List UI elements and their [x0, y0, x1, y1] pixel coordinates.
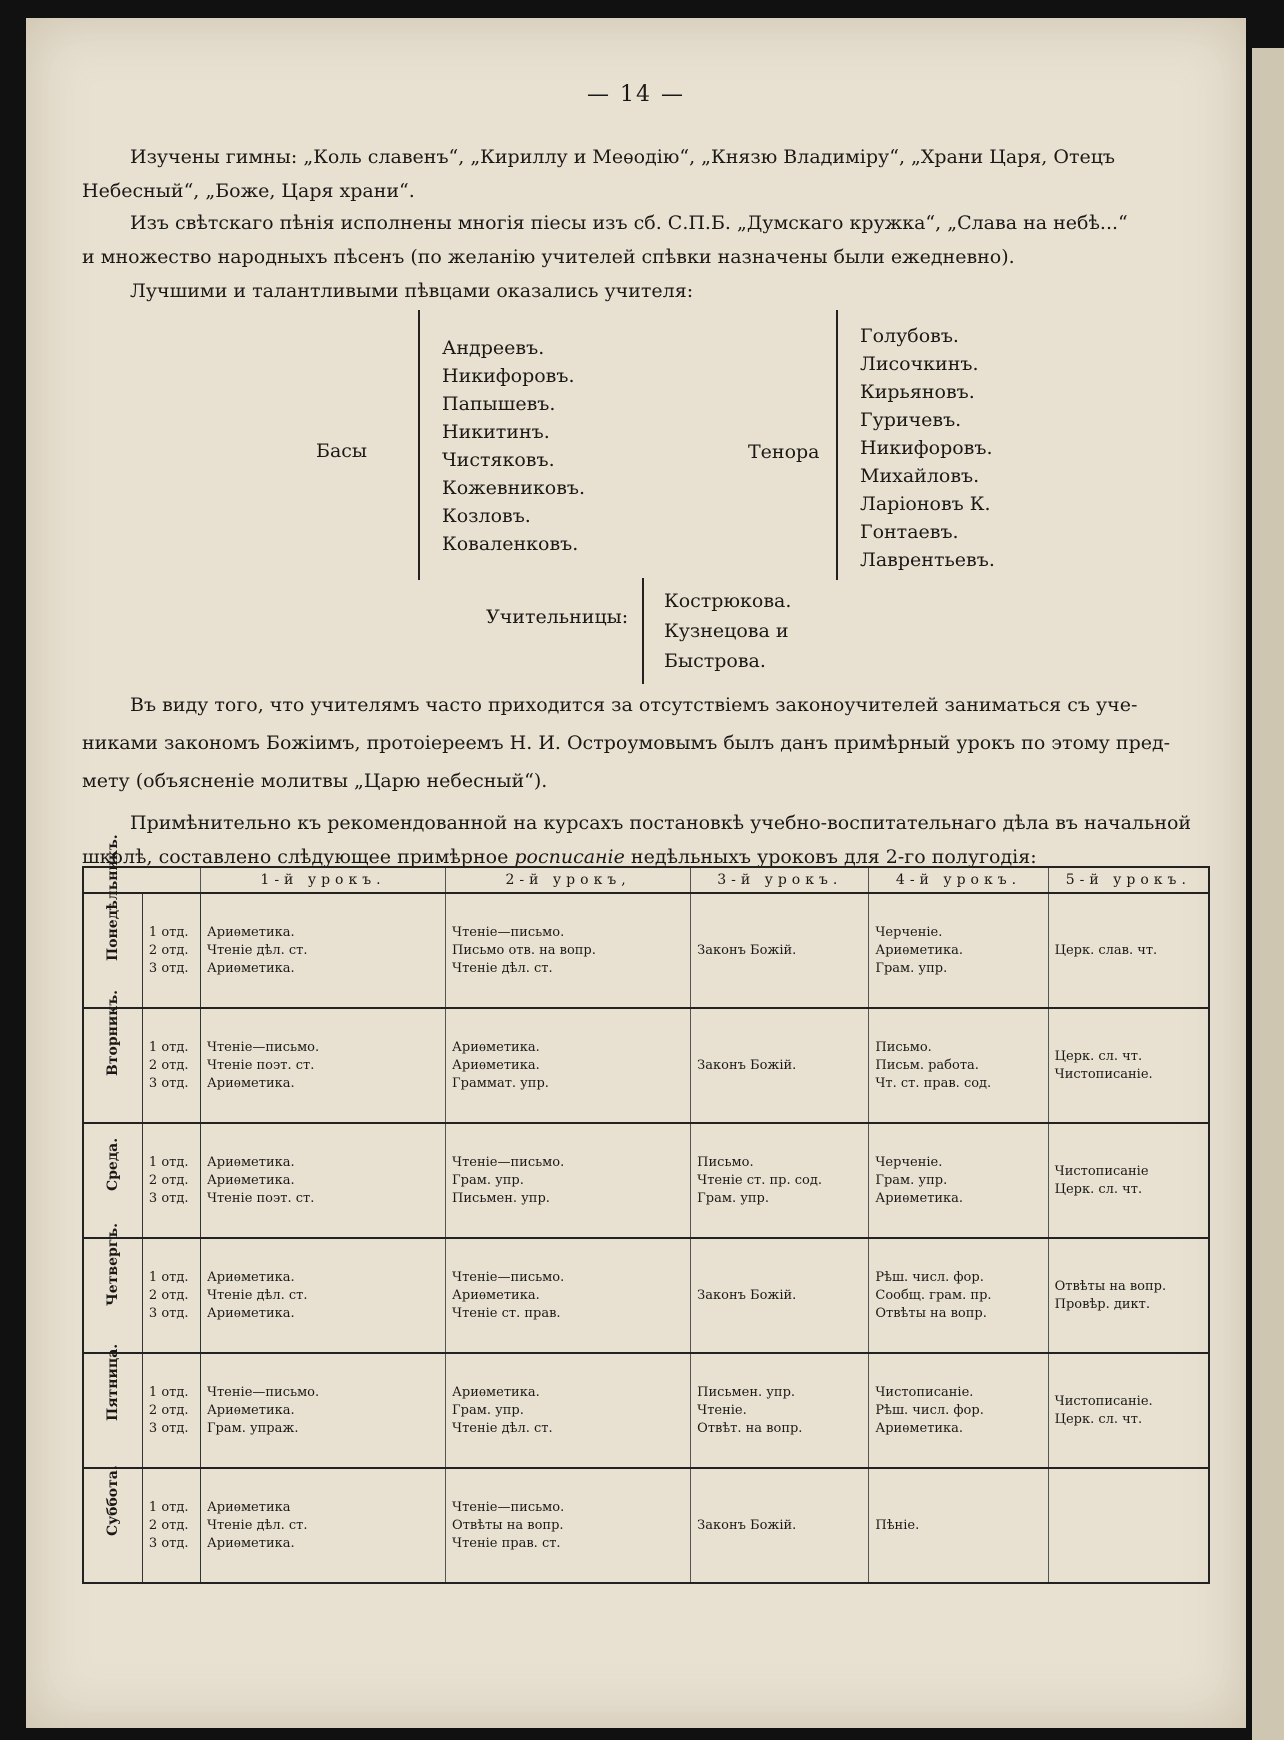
singer-name: Михайловъ. — [860, 465, 980, 487]
lesson-text: Чтеніе. — [697, 1402, 747, 1418]
lesson-text: Церк. слав. чт. — [1054, 942, 1158, 958]
singer-name: Никифоровъ. — [442, 365, 575, 387]
day-row — [83, 1008, 1209, 1123]
otd-label: 3 отд. — [148, 1535, 189, 1551]
day-row — [83, 1468, 1209, 1583]
singer-name: Голубовъ. — [860, 325, 959, 347]
lesson-text: Ариѳметика. — [206, 960, 295, 976]
paragraph-line: мету (объясненіе молитвы „Царю небесный“). — [82, 770, 548, 792]
lesson-text: Грам. упр. — [697, 1190, 769, 1206]
singer-name: Коваленковъ. — [442, 533, 579, 555]
lesson-text: Чтеніе поэт. ст. — [206, 1190, 315, 1206]
day-name: Вторникъ. — [104, 989, 121, 1076]
lesson-text: Ариѳметика. — [206, 1402, 295, 1418]
lesson-text: Ариѳметика — [206, 1499, 291, 1515]
lesson-text: Церк. сл. чт. — [1054, 1411, 1143, 1427]
lesson-text: Чтеніе—письмо. — [206, 1039, 320, 1055]
paragraph-line: Изучены гимны: „Коль славенъ“, „Кириллу и Меѳодію“, „Князю Владиміру“, „Храни Царя, Отецъ — [130, 146, 1116, 168]
lesson-cell — [200, 1123, 445, 1238]
otd-cell — [142, 1238, 200, 1353]
lesson-header: 4-й урокъ. — [869, 867, 1048, 893]
lesson-text: Чтеніе поэт. ст. — [206, 1057, 315, 1073]
lesson-text: Отвѣт. на вопр. — [697, 1420, 803, 1436]
singer-name: Кирьяновъ. — [860, 381, 975, 403]
lesson-header: 2-й урокъ, — [446, 867, 691, 893]
lesson-cell — [446, 1123, 691, 1238]
paragraph-line: никами закономъ Божіимъ, протоіереемъ Н. И. Остроумовымъ былъ данъ примѣрный урокъ по этому пред- — [82, 732, 1171, 754]
lesson-text: Чистописаніе. — [1054, 1393, 1153, 1409]
lesson-text: Ариѳметика. — [206, 1535, 295, 1551]
lesson-text: Черченіе. — [875, 1154, 943, 1170]
lesson-text: Законъ Божій. — [697, 1057, 797, 1073]
lesson-text: Ариѳметика. — [452, 1039, 540, 1055]
singer-name: Никифоровъ. — [860, 437, 993, 459]
day-row — [83, 1123, 1209, 1238]
lesson-cell — [446, 1008, 691, 1123]
lesson-cell — [691, 1238, 869, 1353]
paragraph-schedule-intro — [82, 806, 1208, 874]
header-empty — [83, 867, 200, 893]
lesson-cell — [446, 893, 691, 1008]
otd-label: 2 отд. — [148, 1402, 189, 1418]
lesson-cell — [869, 1123, 1048, 1238]
paragraph-line: Изъ свѣтскаго пѣнія исполнены многія піесы изъ сб. С.П.Б. „Думскаго кружка“, „Слава на небѣ...“ — [130, 212, 1128, 234]
lesson-text: Законъ Божій. — [697, 942, 797, 958]
lesson-text: Отвѣты на вопр. — [1054, 1278, 1167, 1294]
lesson-cell — [200, 1353, 445, 1468]
lesson-text: Ариѳметика. — [452, 1057, 540, 1073]
lesson-text: Письмен. упр. — [452, 1190, 550, 1206]
lesson-text: Ариѳметика. — [875, 1190, 964, 1206]
otd-label: 1 отд. — [148, 1154, 189, 1170]
lesson-text: Ариѳметика. — [206, 1172, 295, 1188]
lesson-text: Грам. упр. — [875, 960, 948, 976]
singer-name: Быстрова. — [664, 650, 766, 672]
page-number: — 14 — — [587, 82, 685, 107]
otd-cell — [142, 1468, 200, 1583]
otd-label: 2 отд. — [148, 942, 189, 958]
day-name: Четвергъ. — [104, 1222, 121, 1306]
lesson-cell — [446, 1468, 691, 1583]
lesson-text: Ариѳметика. — [206, 1154, 295, 1170]
lesson-text: Чтеніе прав. ст. — [452, 1535, 561, 1551]
lesson-text: Ариѳметика. — [206, 1305, 295, 1321]
singer-name: Никитинъ. — [442, 421, 550, 443]
lesson-cell — [446, 1238, 691, 1353]
otd-label: 3 отд. — [148, 960, 189, 976]
brace-line — [418, 310, 420, 580]
brace-line — [836, 310, 838, 580]
lesson-cell — [200, 1238, 445, 1353]
lesson-text: Чтеніе дѣл. ст. — [206, 942, 308, 958]
lesson-header: 5-й урокъ. — [1048, 867, 1209, 893]
tenors-list — [860, 322, 995, 574]
lesson-text: Чистописаніе. — [875, 1384, 974, 1400]
day-name-cell — [83, 1343, 142, 1468]
lesson-text: Отвѣты на вопр. — [875, 1305, 987, 1321]
paragraph-line: Лучшими и талантливыми пѣвцами оказались учителя: — [130, 280, 694, 302]
lesson-text: Чтеніе дѣл. ст. — [452, 1420, 553, 1436]
lesson-cell — [869, 1008, 1048, 1123]
basses-label: Басы — [316, 440, 368, 462]
lesson-cell — [691, 893, 869, 1008]
teachers-list — [664, 586, 791, 676]
day-name: Среда. — [104, 1137, 121, 1191]
tenors-label: Тенора — [748, 441, 820, 463]
lesson-header: 1-й урокъ. — [200, 867, 445, 893]
lesson-cell — [869, 893, 1048, 1008]
lesson-text: Письмо. — [875, 1039, 932, 1055]
singer-name: Кузнецова и — [664, 620, 789, 642]
otd-cell — [142, 1353, 200, 1468]
lesson-cell — [691, 1468, 869, 1583]
otd-label: 1 отд. — [148, 1384, 189, 1400]
lesson-cell — [691, 1123, 869, 1238]
otd-label: 1 отд. — [148, 1499, 189, 1515]
lesson-text: Чистописаніе. — [1054, 1066, 1153, 1082]
lesson-text: Чтеніе—письмо. — [452, 1499, 565, 1515]
otd-label: 3 отд. — [148, 1190, 189, 1206]
singer-name: Козловъ. — [442, 505, 531, 527]
lesson-header: 3-й урокъ. — [691, 867, 869, 893]
lesson-text: Ариѳметика. — [875, 942, 964, 958]
basses-list — [442, 334, 585, 558]
teachers-label: Учительницы: — [486, 606, 629, 628]
lesson-text: Рѣш. числ. фор. — [875, 1402, 984, 1418]
lesson-text: Законъ Божій. — [697, 1517, 797, 1533]
day-name: Пятница. — [104, 1343, 121, 1421]
singer-name: Лаврентьевъ. — [860, 549, 995, 571]
singer-name: Гуричевъ. — [860, 409, 962, 431]
singer-name: Ларіоновъ К. — [860, 493, 991, 515]
lesson-text: Письмо. — [697, 1154, 754, 1170]
lesson-text: Сообщ. грам. пр. — [875, 1287, 992, 1303]
lesson-text: Чтеніе дѣл. ст. — [206, 1287, 308, 1303]
otd-label: 2 отд. — [148, 1517, 189, 1533]
lesson-text: Грам. упр. — [452, 1172, 524, 1188]
singer-name: Гонтаевъ. — [860, 521, 959, 543]
lesson-text: Ариѳметика. — [206, 1075, 295, 1091]
paragraph-model-lesson — [82, 686, 1208, 800]
lesson-text: Письм. работа. — [875, 1057, 979, 1073]
singer-name: Андреевъ. — [442, 337, 545, 359]
otd-label: 2 отд. — [148, 1057, 189, 1073]
lesson-text: Ариѳметика. — [452, 1287, 540, 1303]
lesson-cell — [691, 1353, 869, 1468]
paragraph-line: Въ виду того, что учителямъ часто приходится за отсутствіемъ законоучителей заниматься съ уче- — [130, 694, 1138, 716]
otd-label: 1 отд. — [148, 1269, 189, 1285]
text: недѣльныхъ уроковъ для 2-го полугодія: — [624, 846, 1037, 868]
paragraph-line: и множество народныхъ пѣсенъ (по желанію учителей спѣвки назначены были ежедневно). — [82, 246, 1015, 268]
day-row — [83, 893, 1209, 1008]
otd-label: 3 отд. — [148, 1305, 189, 1321]
lesson-text: Церк. сл. чт. — [1054, 1181, 1143, 1197]
lesson-text: Чт. ст. прав. сод. — [875, 1075, 992, 1091]
lesson-text: Провѣр. дикт. — [1054, 1296, 1150, 1312]
lesson-text: Письмен. упр. — [697, 1384, 796, 1400]
document-page — [26, 18, 1246, 1728]
otd-cell — [142, 893, 200, 1008]
day-name-cell — [83, 1123, 142, 1238]
header-row — [83, 867, 1209, 893]
lesson-cell — [1048, 1468, 1209, 1583]
lesson-text: Законъ Божій. — [697, 1287, 797, 1303]
lesson-text: Грам. упраж. — [206, 1420, 299, 1436]
text: школѣ, составлено слѣдующее примѣрное — [82, 846, 515, 868]
lesson-text: Чистописаніе — [1054, 1163, 1149, 1179]
otd-label: 2 отд. — [148, 1172, 189, 1188]
lesson-text: Грам. упр. — [875, 1172, 948, 1188]
lesson-text: Чтеніе—письмо. — [452, 1269, 565, 1285]
otd-label: 1 отд. — [148, 1039, 189, 1055]
otd-label: 3 отд. — [148, 1075, 189, 1091]
otd-cell — [142, 1123, 200, 1238]
lesson-cell — [1048, 1008, 1209, 1123]
singer-name: Кожевниковъ. — [442, 477, 586, 499]
singer-name: Чистяковъ. — [442, 449, 555, 471]
lesson-cell — [869, 1238, 1048, 1353]
lesson-text: Грам. упр. — [452, 1402, 524, 1418]
lesson-cell — [200, 1468, 445, 1583]
paragraph-best-singers — [82, 274, 1208, 308]
lesson-text: Отвѣты на вопр. — [452, 1517, 564, 1533]
lesson-text: Чтеніе дѣл. ст. — [452, 960, 553, 976]
brace-line — [642, 578, 644, 684]
lesson-text: Чтеніе—письмо. — [452, 1154, 565, 1170]
lesson-cell — [446, 1353, 691, 1468]
lesson-text: Чтеніе дѣл. ст. — [206, 1517, 308, 1533]
lesson-text: Граммат. упр. — [452, 1075, 549, 1091]
day-name: Суббота. — [104, 1464, 121, 1536]
day-row — [83, 1353, 1209, 1468]
lesson-text: Пѣніе. — [875, 1517, 920, 1533]
lesson-cell — [1048, 893, 1209, 1008]
lesson-text: Ариѳметика. — [206, 1269, 295, 1285]
lesson-cell — [1048, 1238, 1209, 1353]
lesson-text: Ариѳметика. — [206, 924, 295, 940]
singer-name: Лисочкинъ. — [860, 353, 979, 375]
lesson-cell — [691, 1008, 869, 1123]
italic-text: росписаніе — [514, 846, 625, 868]
otd-label: 2 отд. — [148, 1287, 189, 1303]
lesson-cell — [200, 893, 445, 1008]
lesson-text: Церк. сл. чт. — [1054, 1048, 1143, 1064]
lesson-text: Письмо отв. на вопр. — [452, 942, 596, 958]
lesson-cell — [200, 1008, 445, 1123]
lesson-text: Черченіе. — [875, 924, 943, 940]
lesson-text: Чтеніе—письмо. — [206, 1384, 320, 1400]
lesson-cell — [1048, 1353, 1209, 1468]
paragraph-hymns — [82, 140, 1208, 208]
lesson-text: Чтеніе ст. прав. — [452, 1305, 561, 1321]
day-name-cell — [83, 1464, 142, 1583]
lesson-text: Ариѳметика. — [875, 1420, 964, 1436]
day-row — [83, 1238, 1209, 1353]
lesson-text: Ариѳметика. — [452, 1384, 540, 1400]
page-edge — [1252, 48, 1284, 1740]
singer-name: Кострюкова. — [664, 590, 792, 612]
lesson-text: Чтеніе ст. пр. сод. — [697, 1172, 822, 1188]
lesson-text: Чтеніе—письмо. — [452, 924, 565, 940]
otd-label: 3 отд. — [148, 1420, 189, 1436]
lesson-cell — [1048, 1123, 1209, 1238]
otd-label: 1 отд. — [148, 924, 189, 940]
day-name: Понедѣльникъ. — [104, 833, 121, 961]
singer-name: Папышевъ. — [442, 393, 556, 415]
day-name-cell — [83, 989, 142, 1123]
paragraph-line: Примѣнительно къ рекомендованной на курсахъ постановкѣ учебно-воспитательнаго дѣла въ начальной — [130, 812, 1192, 834]
lesson-cell — [869, 1468, 1048, 1583]
lesson-cell — [869, 1353, 1048, 1468]
day-name-cell — [83, 1222, 142, 1353]
otd-cell — [142, 1008, 200, 1123]
paragraph-secular-singing — [82, 206, 1208, 274]
paragraph-line: Небесный“, „Боже, Царя храни“. — [82, 180, 415, 202]
lesson-text: Рѣш. числ. фор. — [875, 1269, 984, 1285]
